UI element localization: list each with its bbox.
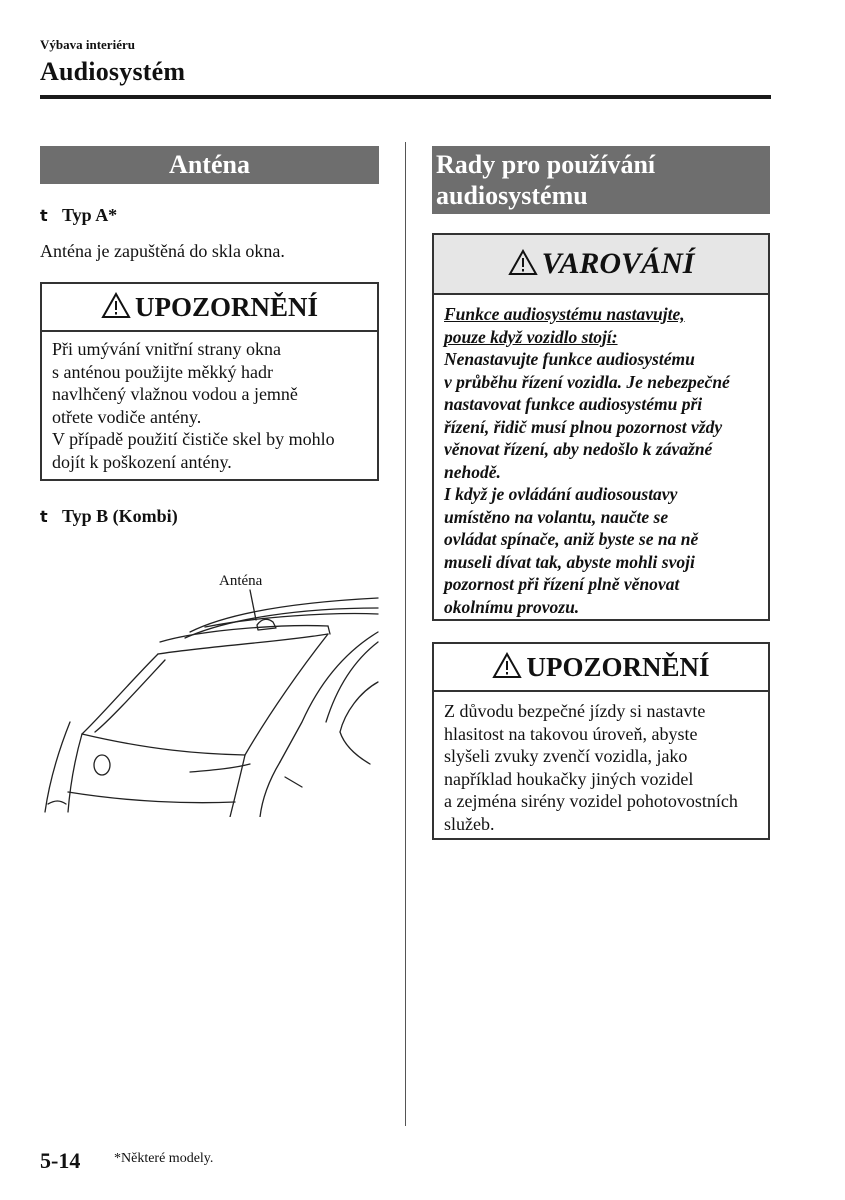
section-title-line: audiosystému bbox=[436, 181, 588, 210]
caution-line: Z důvodu bezpečné jízdy si nastavte bbox=[444, 701, 706, 721]
title-rule bbox=[40, 95, 771, 99]
warning-line: pozornost při řízení plně věnovat bbox=[444, 574, 680, 594]
page-number: 5-14 bbox=[40, 1148, 81, 1173]
caution-box-audio bbox=[432, 642, 770, 840]
caution-body bbox=[42, 332, 377, 479]
section-title-rady bbox=[432, 146, 770, 214]
caution-title: UPOZORNĚNÍ bbox=[134, 292, 318, 322]
warning-heading-line: Funkce audiosystému nastavujte, bbox=[444, 304, 685, 324]
caution-line: V případě použití čističe skel by mohlo bbox=[52, 429, 335, 449]
figure-label-antena: Anténa bbox=[219, 573, 263, 589]
subheading-typ-b bbox=[40, 506, 178, 527]
warning-line: řízení, řidič musí plnou pozornost vždy bbox=[444, 416, 723, 437]
antena-description: Anténa je zapuštěná do skla okna. bbox=[40, 241, 285, 261]
subheading-typ-a bbox=[40, 205, 117, 226]
breadcrumb: Výbava interiéru bbox=[40, 37, 135, 52]
car-rear-antenna-illustration bbox=[40, 572, 380, 817]
page-title: Audiosystém bbox=[40, 57, 186, 86]
warning-line: ovládat spínače, aniž byste se na ně bbox=[444, 529, 699, 549]
warning-triangle-icon bbox=[508, 249, 538, 276]
warning-line: okolnímu provozu. bbox=[444, 596, 580, 617]
caution-line: navlhčený vlažnou vodou a jemně bbox=[52, 384, 298, 404]
caution-line: služeb. bbox=[444, 813, 495, 834]
caution-box-antena bbox=[40, 282, 379, 481]
warning-line: věnovat řízení, aby nedošlo k závažné bbox=[444, 439, 713, 459]
warning-triangle-icon bbox=[101, 292, 131, 319]
caution-line: s anténou použijte měkký hadr bbox=[52, 361, 273, 382]
warning-line: nehodě. bbox=[444, 461, 501, 482]
section-title-antena: Anténa bbox=[40, 146, 379, 184]
caution-body bbox=[434, 692, 768, 843]
caution-header bbox=[434, 644, 768, 692]
warning-line: Nenastavujte funkce audiosystému bbox=[444, 349, 695, 369]
warning-box bbox=[432, 233, 770, 621]
warning-line: museli dívat tak, abyste mohli svoji bbox=[444, 551, 695, 572]
bullet-icon: t bbox=[40, 206, 48, 225]
caution-line: otřete vodiče antény. bbox=[52, 406, 202, 427]
warning-heading-line: pouze když vozidlo stojí: bbox=[444, 326, 618, 347]
warning-body bbox=[434, 295, 768, 626]
subheading-typ-b-label: Typ B (Kombi) bbox=[62, 506, 178, 526]
column-divider bbox=[405, 142, 406, 1126]
warning-line: I když je ovládání audiosoustavy bbox=[444, 484, 678, 504]
warning-header bbox=[434, 235, 768, 295]
footnote: *Některé modely. bbox=[114, 1151, 214, 1166]
bullet-icon: t bbox=[40, 507, 48, 526]
caution-line: a zejména sirény vozidel pohotovostních bbox=[444, 791, 738, 811]
caution-header bbox=[42, 284, 377, 332]
subheading-typ-a-label: Typ A* bbox=[62, 205, 118, 225]
caution-line: slyšeli zvuky zvenčí vozidla, jako bbox=[444, 746, 688, 766]
warning-title: VAROVÁNÍ bbox=[541, 247, 695, 280]
caution-title: UPOZORNĚNÍ bbox=[526, 652, 710, 682]
warning-line: umístěno na volantu, naučte se bbox=[444, 506, 669, 527]
caution-line: hlasitost na takovou úroveň, abyste bbox=[444, 723, 698, 744]
warning-line: nastavovat funkce audiosystému při bbox=[444, 394, 703, 414]
warning-line: v průběhu řízení vozidla. Je nebezpečné bbox=[444, 371, 730, 392]
caution-line: dojít k poškození antény. bbox=[52, 451, 232, 472]
caution-line: například houkačky jiných vozidel bbox=[444, 768, 694, 789]
section-title-line: Rady pro používání bbox=[436, 150, 656, 179]
warning-triangle-icon bbox=[492, 652, 522, 679]
caution-line: Při umývání vnitřní strany okna bbox=[52, 339, 281, 359]
